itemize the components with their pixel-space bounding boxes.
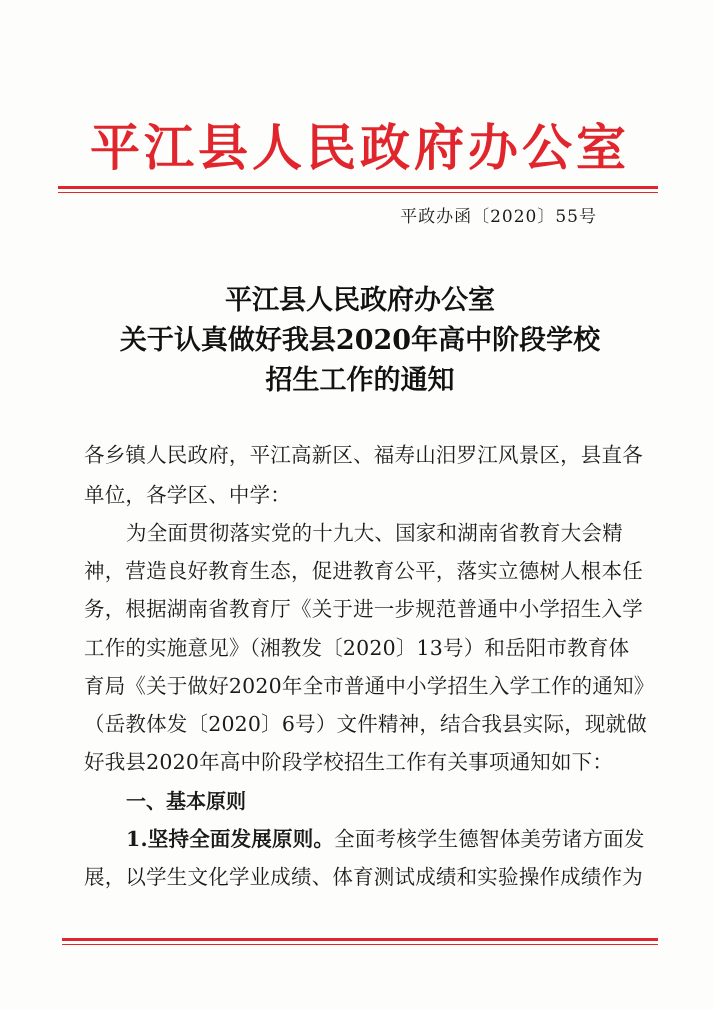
item-1-line-2: 展，以学生文化学业成绩、体育测试成绩和实验操作成绩作为 [84, 865, 643, 889]
paragraph-line: 育局《关于做好2020年全市普通中小学招生入学工作的通知》 [84, 674, 655, 698]
salutation-line-1: 各乡镇人民政府，平江高新区、福寿山汨罗江风景区，县直各 [84, 443, 643, 467]
document-title-line-1: 平江县人民政府办公室 [225, 285, 495, 316]
red-rule-top-thick [58, 186, 658, 189]
section-heading: 一、基本原则 [126, 789, 246, 813]
document-title-line-3: 招生工作的通知 [265, 365, 455, 396]
red-rule-top-thin [58, 192, 658, 193]
paragraph-line: 务，根据湖南省教育厅《关于进一步规范普通中小学招生入学 [84, 597, 643, 621]
paragraph-line: 好我县2020年高中阶段学校招生工作有关事项通知如下： [84, 750, 614, 774]
item-1-line-1 [126, 824, 645, 854]
paragraph-line: （岳教体发〔2020〕6号）文件精神，结合我县实际，现就做 [84, 712, 648, 736]
issuer-masthead: 平江县人民政府办公室 [90, 118, 630, 177]
paragraph-line: 工作的实施意见》（湘教发〔2020〕13号）和岳阳市教育体 [84, 636, 630, 660]
red-rule-bottom-thick [62, 938, 658, 941]
paragraph-line: 神，营造良好教育生态，促进教育公平，落实立德树人根本任 [84, 559, 643, 583]
item-1-lead: 1.坚持全面发展原则。 [126, 827, 335, 851]
item-1-text: 全面考核学生德智体美劳诸方面发 [334, 827, 645, 851]
document-number: 平政办函〔2020〕55号 [400, 207, 597, 227]
paragraph-line: 为全面贯彻落实党的十九大、国家和湖南省教育大会精 [126, 521, 623, 545]
document-title-line-2: 关于认真做好我县2020年高中阶段学校 [119, 325, 601, 356]
red-rule-bottom-thin [62, 944, 658, 945]
salutation-line-2: 单位，各学区、中学： [84, 483, 291, 507]
